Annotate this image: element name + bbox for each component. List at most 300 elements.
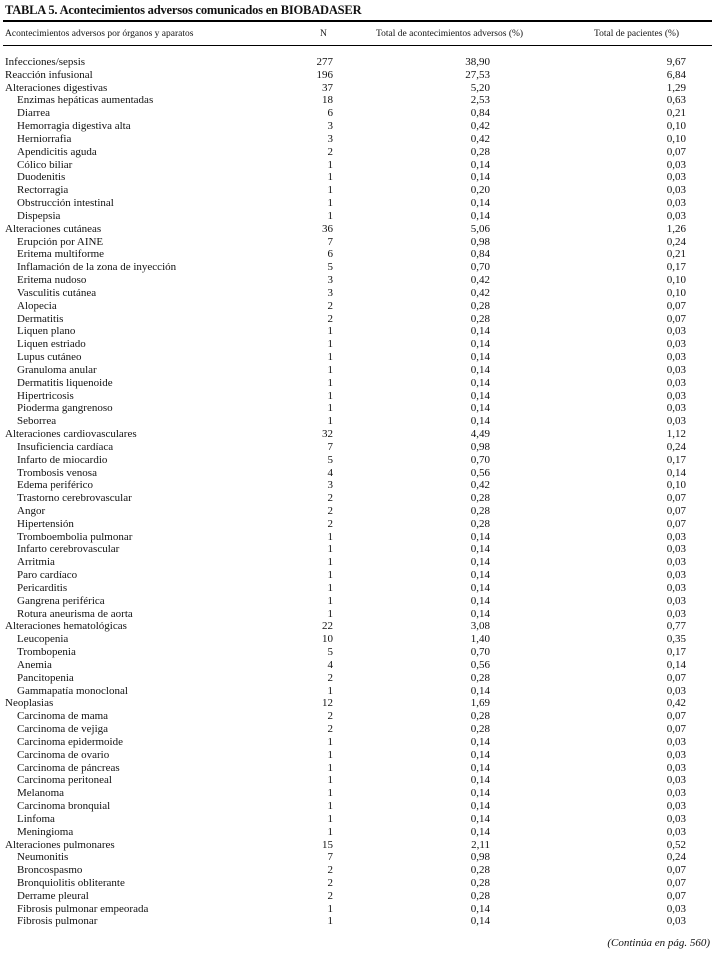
- row-events-pct: 1,69: [470, 697, 490, 710]
- row-events-pct: 0,84: [470, 248, 490, 261]
- row-n: 12: [322, 697, 333, 710]
- row-events-pct: 0,98: [470, 440, 490, 453]
- table-row-subitem: [0, 146, 715, 159]
- table-row-subitem: [0, 171, 715, 184]
- row-events-pct: 0,56: [470, 658, 490, 671]
- table-row-subitem: [0, 338, 715, 351]
- row-label: Diarrea: [17, 107, 50, 120]
- row-events-pct: 0,28: [470, 299, 490, 312]
- row-n: 1: [327, 569, 333, 582]
- table-row-subitem: [0, 351, 715, 364]
- row-n: 2: [327, 312, 333, 325]
- table-row-subitem: [0, 556, 715, 569]
- row-events-pct: 0,14: [470, 761, 490, 774]
- row-label: Arritmia: [17, 556, 55, 569]
- row-label: Apendicitis aguda: [17, 145, 97, 158]
- table-body: [0, 56, 715, 928]
- row-label: Bronquiolitis obliterante: [17, 877, 125, 889]
- row-patients-pct: 0,07: [666, 312, 686, 325]
- row-n: 7: [327, 440, 333, 453]
- row-label: Rectorragia: [17, 184, 69, 197]
- row-patients-pct: 0,03: [666, 543, 686, 556]
- row-n: 1: [327, 543, 333, 556]
- row-label: Rotura aneurisma de aorta: [17, 607, 133, 620]
- row-label: Vasculitis cutánea: [17, 286, 97, 299]
- row-patients-pct: 0,21: [666, 248, 686, 261]
- row-n: 1: [327, 197, 333, 210]
- row-events-pct: 0,14: [470, 415, 490, 428]
- row-label: Carcinoma de ovario: [17, 748, 110, 761]
- row-label: Carcinoma epidermoide: [17, 735, 123, 748]
- table-row-subitem: [0, 441, 715, 454]
- row-patients-pct: 0,52: [666, 838, 686, 851]
- table-row-subitem: [0, 210, 715, 223]
- row-label: Edema periférico: [17, 479, 94, 492]
- row-label: Paro cardíaco: [17, 569, 78, 582]
- row-events-pct: 0,14: [470, 607, 490, 620]
- row-label: Alteraciones pulmonares: [5, 838, 115, 851]
- row-n: 1: [327, 684, 333, 697]
- row-n: 3: [327, 274, 333, 287]
- row-n: 2: [327, 299, 333, 312]
- row-label: Melanoma: [17, 787, 65, 800]
- table-row-subitem: [0, 762, 715, 775]
- row-n: 196: [316, 68, 333, 81]
- row-events-pct: 0,28: [470, 312, 490, 325]
- row-events-pct: 0,14: [470, 569, 490, 582]
- row-label: Carcinoma peritoneal: [17, 774, 112, 787]
- table-row-subitem: [0, 543, 715, 556]
- row-label: Infarto de miocardio: [17, 453, 108, 466]
- row-patients-pct: 0,03: [666, 569, 686, 582]
- row-n: 1: [327, 787, 333, 800]
- table-row-subitem: [0, 813, 715, 826]
- table-row-subitem: [0, 569, 715, 582]
- table-row-subitem: [0, 608, 715, 621]
- table-row-subitem: [0, 877, 715, 890]
- table-row-category: [0, 223, 715, 236]
- row-n: 2: [327, 492, 333, 505]
- row-events-pct: 2,11: [471, 838, 490, 851]
- row-patients-pct: 0,10: [666, 132, 686, 145]
- table-row-subitem: [0, 633, 715, 646]
- row-n: 1: [327, 748, 333, 761]
- table-row-category: [0, 697, 715, 710]
- row-events-pct: 0,56: [470, 466, 490, 479]
- row-events-pct: 0,14: [470, 556, 490, 569]
- row-events-pct: 38,90: [465, 56, 490, 68]
- row-n: 1: [327, 171, 333, 184]
- row-patients-pct: 0,03: [666, 556, 686, 569]
- row-label: Herniorrafia: [17, 132, 72, 145]
- table-row-subitem: [0, 826, 715, 839]
- row-label: Trombosis venosa: [17, 466, 97, 479]
- table-row-subitem: [0, 800, 715, 813]
- row-patients-pct: 0,03: [666, 594, 686, 607]
- row-label: Granuloma anular: [17, 363, 97, 376]
- table-row-subitem: [0, 903, 715, 916]
- row-n: 1: [327, 325, 333, 338]
- row-events-pct: 4,49: [470, 428, 490, 441]
- table-row-subitem: [0, 723, 715, 736]
- row-n: 5: [327, 453, 333, 466]
- table-row-subitem: [0, 133, 715, 146]
- row-n: 1: [327, 594, 333, 607]
- table-row-subitem: [0, 710, 715, 723]
- row-patients-pct: 0,17: [666, 453, 686, 466]
- row-label: Infecciones/sepsis: [5, 56, 86, 68]
- row-events-pct: 0,70: [470, 646, 490, 659]
- table-row-subitem: [0, 736, 715, 749]
- row-events-pct: 0,14: [470, 158, 490, 171]
- row-n: 1: [327, 184, 333, 197]
- row-n: 3: [327, 132, 333, 145]
- row-label: Trombopenia: [17, 646, 76, 659]
- row-n: 18: [322, 94, 333, 107]
- row-patients-pct: 0,14: [666, 658, 686, 671]
- row-events-pct: 0,14: [470, 209, 490, 222]
- row-patients-pct: 0,24: [666, 851, 686, 864]
- row-n: 1: [327, 607, 333, 620]
- row-events-pct: 0,14: [470, 543, 490, 556]
- row-patients-pct: 0,07: [666, 710, 686, 723]
- table-row-subitem: [0, 595, 715, 608]
- row-label: Trastorno cerebrovascular: [17, 492, 132, 505]
- table-row-subitem: [0, 415, 715, 428]
- row-patients-pct: 0,07: [666, 864, 686, 877]
- table-row-category: [0, 82, 715, 95]
- row-n: 1: [327, 556, 333, 569]
- row-events-pct: 0,28: [470, 504, 490, 517]
- row-label: Cólico biliar: [17, 158, 73, 171]
- row-label: Meningioma: [17, 825, 74, 838]
- row-label: Hemorragia digestiva alta: [17, 120, 131, 133]
- row-patients-pct: 0,07: [666, 299, 686, 312]
- row-n: 6: [327, 248, 333, 261]
- row-label: Erupción por AINE: [17, 235, 104, 248]
- row-label: Inflamación de la zona de inyección: [17, 261, 177, 274]
- row-label: Obstrucción intestinal: [17, 197, 114, 210]
- row-events-pct: 0,14: [470, 338, 490, 351]
- row-patients-pct: 0,03: [666, 774, 686, 787]
- table-row-subitem: [0, 531, 715, 544]
- row-events-pct: 0,20: [470, 184, 490, 197]
- table-row-category: [0, 56, 715, 69]
- row-patients-pct: 0,03: [666, 402, 686, 415]
- table-row-category: [0, 839, 715, 852]
- row-label: Dermatitis: [17, 312, 64, 325]
- row-events-pct: 0,14: [470, 902, 490, 915]
- row-n: 1: [327, 389, 333, 402]
- row-events-pct: 0,14: [470, 363, 490, 376]
- row-events-pct: 0,28: [470, 864, 490, 877]
- table-row-subitem: [0, 107, 715, 120]
- table-row-subitem: [0, 454, 715, 467]
- row-n: 2: [327, 877, 333, 889]
- row-events-pct: 0,14: [470, 594, 490, 607]
- row-n: 1: [327, 415, 333, 428]
- row-n: 1: [327, 351, 333, 364]
- row-patients-pct: 0,07: [666, 492, 686, 505]
- table-row-subitem: [0, 184, 715, 197]
- row-events-pct: 0,42: [470, 479, 490, 492]
- row-patients-pct: 1,29: [666, 81, 686, 94]
- row-patients-pct: 0,03: [666, 607, 686, 620]
- row-n: 22: [322, 620, 333, 633]
- row-patients-pct: 0,03: [666, 530, 686, 543]
- row-events-pct: 0,28: [470, 710, 490, 723]
- row-label: Fibrosis pulmonar: [17, 915, 98, 928]
- row-patients-pct: 0,03: [666, 171, 686, 184]
- row-label: Alteraciones cutáneas: [5, 222, 102, 235]
- row-label: Fibrosis pulmonar empeorada: [17, 902, 149, 915]
- table-row-subitem: [0, 197, 715, 210]
- header-n: N: [320, 29, 327, 39]
- row-label: Duodenitis: [17, 171, 66, 184]
- row-n: 1: [327, 530, 333, 543]
- row-label: Carcinoma de páncreas: [17, 761, 120, 774]
- row-patients-pct: 0,03: [666, 325, 686, 338]
- row-events-pct: 0,84: [470, 107, 490, 120]
- row-events-pct: 0,14: [470, 684, 490, 697]
- row-patients-pct: 0,07: [666, 723, 686, 736]
- row-patients-pct: 0,03: [666, 197, 686, 210]
- row-patients-pct: 0,10: [666, 274, 686, 287]
- row-events-pct: 0,42: [470, 286, 490, 299]
- row-n: 2: [327, 145, 333, 158]
- row-n: 2: [327, 671, 333, 684]
- row-events-pct: 0,14: [470, 735, 490, 748]
- table-row-subitem: [0, 479, 715, 492]
- row-n: 2: [327, 889, 333, 902]
- row-n: 1: [327, 735, 333, 748]
- row-events-pct: 0,14: [470, 530, 490, 543]
- row-patients-pct: 0,03: [666, 184, 686, 197]
- row-label: Insuficiencia cardíaca: [17, 440, 114, 453]
- table-row-subitem: [0, 915, 715, 928]
- row-n: 3: [327, 286, 333, 299]
- row-events-pct: 0,70: [470, 453, 490, 466]
- table-row-subitem: [0, 402, 715, 415]
- row-label: Carcinoma bronquial: [17, 800, 111, 813]
- row-events-pct: 0,14: [470, 915, 490, 928]
- row-n: 15: [322, 838, 333, 851]
- row-n: 2: [327, 864, 333, 877]
- row-events-pct: 0,28: [470, 492, 490, 505]
- row-label: Pancitopenia: [17, 671, 74, 684]
- row-patients-pct: 0,14: [666, 466, 686, 479]
- row-n: 5: [327, 261, 333, 274]
- row-n: 1: [327, 581, 333, 594]
- row-events-pct: 0,28: [470, 889, 490, 902]
- row-patients-pct: 0,07: [666, 517, 686, 530]
- row-events-pct: 0,14: [470, 812, 490, 825]
- row-patients-pct: 0,07: [666, 877, 686, 889]
- table-row-subitem: [0, 159, 715, 172]
- row-patients-pct: 0,03: [666, 158, 686, 171]
- row-events-pct: 0,28: [470, 877, 490, 889]
- row-patients-pct: 0,03: [666, 825, 686, 838]
- row-label: Neoplasias: [5, 697, 54, 710]
- table-row-category: [0, 620, 715, 633]
- row-patients-pct: 0,03: [666, 376, 686, 389]
- row-patients-pct: 0,03: [666, 684, 686, 697]
- row-events-pct: 0,14: [470, 787, 490, 800]
- row-n: 7: [327, 851, 333, 864]
- row-patients-pct: 0,03: [666, 761, 686, 774]
- row-label: Broncospasmo: [17, 864, 83, 877]
- row-patients-pct: 0,63: [666, 94, 686, 107]
- row-n: 7: [327, 235, 333, 248]
- table-row-subitem: [0, 390, 715, 403]
- row-patients-pct: 0,03: [666, 748, 686, 761]
- row-events-pct: 0,28: [470, 671, 490, 684]
- row-label: Infarto cerebrovascular: [17, 543, 120, 556]
- table-row-subitem: [0, 325, 715, 338]
- row-patients-pct: 0,03: [666, 415, 686, 428]
- table-row-subitem: [0, 377, 715, 390]
- row-n: 1: [327, 800, 333, 813]
- row-n: 2: [327, 517, 333, 530]
- table-row-subitem: [0, 646, 715, 659]
- row-label: Leucopenia: [17, 633, 69, 646]
- row-label: Liquen estriado: [17, 338, 86, 351]
- row-patients-pct: 0,10: [666, 286, 686, 299]
- row-events-pct: 0,14: [470, 800, 490, 813]
- row-events-pct: 0,14: [470, 774, 490, 787]
- row-label: Dispepsia: [17, 209, 61, 222]
- table-row-subitem: [0, 672, 715, 685]
- row-patients-pct: 0,07: [666, 889, 686, 902]
- row-patients-pct: 0,03: [666, 902, 686, 915]
- row-patients-pct: 0,03: [666, 800, 686, 813]
- table-row-subitem: [0, 864, 715, 877]
- row-label: Pericarditis: [17, 581, 68, 594]
- table-title: TABLA 5. Acontecimientos adversos comunicados en BIOBADASER: [5, 3, 362, 17]
- row-n: 2: [327, 723, 333, 736]
- row-patients-pct: 0,07: [666, 671, 686, 684]
- row-patients-pct: 0,42: [666, 697, 686, 710]
- table-row-subitem: [0, 851, 715, 864]
- row-n: 5: [327, 646, 333, 659]
- row-events-pct: 0,42: [470, 132, 490, 145]
- row-events-pct: 5,06: [470, 222, 490, 235]
- row-events-pct: 0,42: [470, 120, 490, 133]
- row-label: Seborrea: [17, 415, 57, 428]
- row-n: 1: [327, 363, 333, 376]
- table-row-subitem: [0, 518, 715, 531]
- row-patients-pct: 0,17: [666, 261, 686, 274]
- row-label: Linfoma: [17, 812, 55, 825]
- row-events-pct: 2,53: [470, 94, 490, 107]
- row-n: 3: [327, 120, 333, 133]
- header-events-pct: Total de acontecimientos adversos (%): [376, 29, 524, 39]
- row-label: Angor: [17, 504, 46, 517]
- row-n: 2: [327, 710, 333, 723]
- row-patients-pct: 0,03: [666, 812, 686, 825]
- row-events-pct: 0,14: [470, 748, 490, 761]
- row-patients-pct: 0,03: [666, 338, 686, 351]
- row-label: Pioderma gangrenoso: [17, 402, 113, 415]
- header-category: Acontecimientos adversos por órganos y aparatos: [5, 29, 194, 39]
- row-label: Alteraciones hematológicas: [5, 620, 127, 633]
- row-n: 3: [327, 479, 333, 492]
- row-label: Alopecia: [17, 299, 57, 312]
- row-events-pct: 5,20: [470, 81, 490, 94]
- row-label: Hipertensión: [17, 517, 74, 530]
- row-n: 1: [327, 761, 333, 774]
- row-patients-pct: 0,35: [666, 633, 686, 646]
- table-row-subitem: [0, 248, 715, 261]
- row-label: Enzimas hepáticas aumentadas: [17, 94, 154, 107]
- row-events-pct: 0,14: [470, 581, 490, 594]
- table-row-subitem: [0, 300, 715, 313]
- row-events-pct: 0,28: [470, 145, 490, 158]
- row-patients-pct: 0,03: [666, 735, 686, 748]
- row-events-pct: 0,14: [470, 351, 490, 364]
- row-events-pct: 0,14: [470, 171, 490, 184]
- row-events-pct: 3,08: [470, 620, 490, 633]
- row-label: Carcinoma de mama: [17, 710, 109, 723]
- row-n: 1: [327, 376, 333, 389]
- table-row-subitem: [0, 467, 715, 480]
- table-row-subitem: [0, 774, 715, 787]
- row-patients-pct: 0,03: [666, 581, 686, 594]
- row-label: Alteraciones digestivas: [5, 81, 108, 94]
- row-events-pct: 0,14: [470, 389, 490, 402]
- table-row-subitem: [0, 749, 715, 762]
- row-label: Derrame pleural: [17, 889, 89, 902]
- top-rule: [3, 20, 712, 22]
- row-label: Reacción infusional: [5, 68, 93, 81]
- continuation-note: (Continúa en pág. 560): [607, 937, 710, 949]
- row-events-pct: 0,14: [470, 197, 490, 210]
- header-rule: [3, 45, 712, 46]
- row-n: 277: [316, 56, 333, 68]
- table-row-subitem: [0, 274, 715, 287]
- row-label: Carcinoma de vejiga: [17, 723, 109, 736]
- row-n: 32: [322, 428, 333, 441]
- table-row-subitem: [0, 261, 715, 274]
- row-patients-pct: 0,07: [666, 145, 686, 158]
- row-n: 36: [322, 222, 333, 235]
- row-events-pct: 0,98: [470, 235, 490, 248]
- table-row-subitem: [0, 364, 715, 377]
- table-row-subitem: [0, 890, 715, 903]
- row-patients-pct: 0,10: [666, 479, 686, 492]
- row-events-pct: 0,14: [470, 376, 490, 389]
- row-patients-pct: 0,77: [666, 620, 686, 633]
- row-label: Dermatitis liquenoide: [17, 376, 113, 389]
- row-label: Gangrena periférica: [17, 594, 105, 607]
- row-n: 4: [327, 658, 333, 671]
- table-row-subitem: [0, 287, 715, 300]
- table-row-subitem: [0, 492, 715, 505]
- table-row-subitem: [0, 236, 715, 249]
- row-n: 1: [327, 209, 333, 222]
- table-row-subitem: [0, 787, 715, 800]
- row-patients-pct: 1,26: [666, 222, 686, 235]
- row-n: 1: [327, 402, 333, 415]
- row-label: Lupus cutáneo: [17, 351, 82, 364]
- row-n: 1: [327, 915, 333, 928]
- row-label: Eritema multiforme: [17, 248, 105, 261]
- row-events-pct: 0,70: [470, 261, 490, 274]
- row-label: Neumonitis: [17, 851, 69, 864]
- row-events-pct: 27,53: [465, 68, 490, 81]
- row-events-pct: 1,40: [470, 633, 490, 646]
- row-patients-pct: 0,24: [666, 235, 686, 248]
